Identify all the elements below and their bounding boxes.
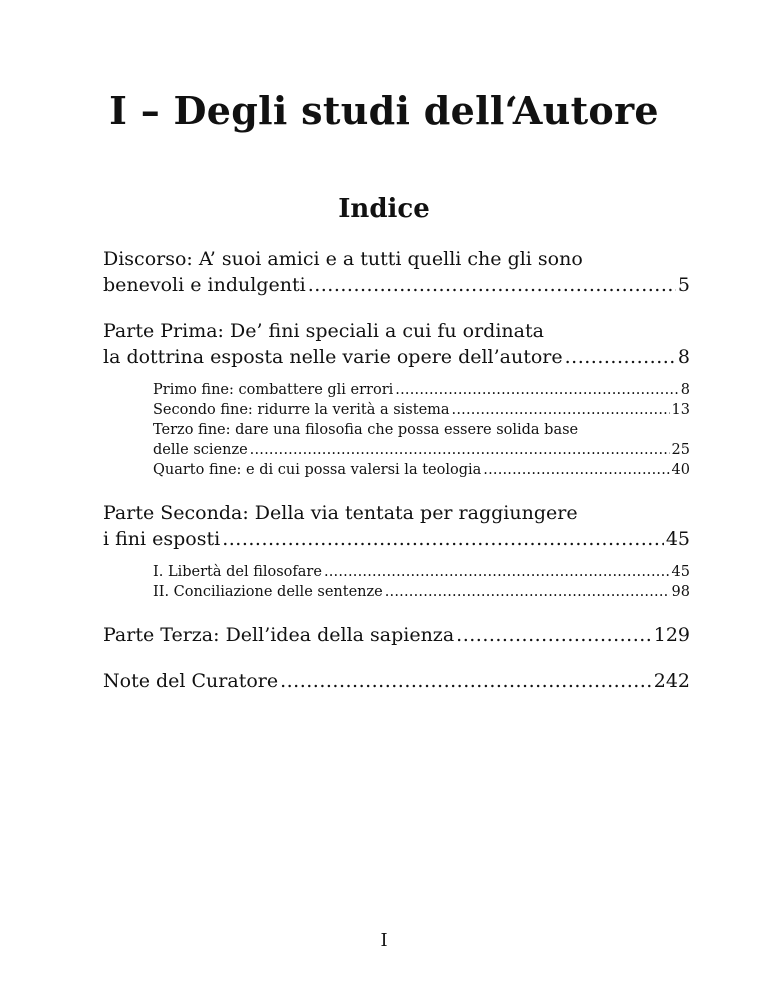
dot-leader: [456, 622, 652, 648]
dot-leader: [308, 272, 676, 298]
index-heading: Indice: [338, 194, 430, 224]
page-number: 129: [653, 624, 690, 646]
toc-subentry: [153, 562, 690, 582]
page-number: 40: [671, 462, 690, 478]
page-number: 25: [671, 442, 690, 458]
toc-entry-line: [103, 344, 690, 370]
dot-leader: [395, 380, 678, 400]
toc-entry-text: Parte Prima: De’ fini speciali a cui fu ordinata: [103, 320, 544, 342]
toc-entry-text: benevoli e indulgenti: [103, 274, 306, 296]
toc-subentry-text: I. Libertà del filosofare: [153, 564, 322, 580]
dot-leader: [483, 460, 669, 480]
toc-entry-line: [103, 500, 690, 526]
toc-entry-text: Note del Curatore: [103, 670, 279, 692]
toc-subentry-text: Quarto fine: e di cui possa valersi la teologia: [153, 462, 482, 478]
toc-subentry-text: delle scienze: [153, 442, 248, 458]
table-of-contents: [103, 246, 690, 694]
dot-leader: [565, 344, 676, 370]
dot-leader: [250, 440, 670, 460]
toc-entry-line: [103, 318, 690, 344]
dot-leader: [324, 562, 670, 582]
toc-entry-text: Discorso: A’ suoi amici e a tutti quelli che gli sono: [103, 248, 583, 270]
toc-entry-discorso: [103, 246, 690, 298]
toc-subentry-text: Primo fine: combattere gli errori: [153, 382, 394, 398]
toc-entry-line: [103, 272, 690, 298]
toc-subentry: [153, 460, 690, 480]
page-number: 5: [677, 274, 690, 296]
toc-entry-note: [103, 668, 690, 694]
toc-entry-line: [103, 622, 690, 648]
page-number: 45: [665, 528, 690, 550]
toc-subentry: [153, 400, 690, 420]
toc-subentry-text: II. Conciliazione delle sentenze: [153, 584, 383, 600]
toc-subentry-text: Secondo fine: ridurre la verità a sistema: [153, 402, 450, 418]
toc-entry-text: Parte Terza: Dell’idea della sapienza: [103, 624, 455, 646]
page-number: 8: [677, 346, 690, 368]
toc-entry-text: i fini esposti: [103, 528, 221, 550]
toc-entry-text: la dottrina esposta nelle varie opere dell’autore: [103, 346, 563, 368]
toc-sublist-parte-prima: [153, 380, 690, 480]
page-title: I – Degli studi dell‘Autore: [109, 88, 659, 133]
dot-leader: [222, 526, 664, 552]
page-number: 98: [671, 584, 690, 600]
dot-leader: [452, 400, 670, 420]
page-number: 8: [680, 382, 690, 398]
toc-sublist-parte-seconda: [153, 562, 690, 602]
toc-subentry: [153, 440, 690, 460]
toc-subentry: [153, 420, 690, 440]
toc-entry-parte-seconda: [103, 500, 690, 552]
toc-subentry-text: Terzo fine: dare una filosofia che possa essere solida base: [153, 422, 579, 438]
toc-entry-line: [103, 668, 690, 694]
toc-entry-line: [103, 246, 690, 272]
dot-leader: [280, 668, 652, 694]
toc-entry-parte-terza: [103, 622, 690, 648]
dot-leader: [385, 582, 670, 602]
page-number: 45: [671, 564, 690, 580]
toc-entry-parte-prima: [103, 318, 690, 370]
page-number: 242: [653, 670, 690, 692]
page-number: 13: [671, 402, 690, 418]
toc-entry-line: [103, 526, 690, 552]
toc-entry-text: Parte Seconda: Della via tentata per raggiungere: [103, 502, 578, 524]
toc-subentry: [153, 380, 690, 400]
page-folio: I: [380, 930, 388, 951]
toc-subentry: [153, 582, 690, 602]
